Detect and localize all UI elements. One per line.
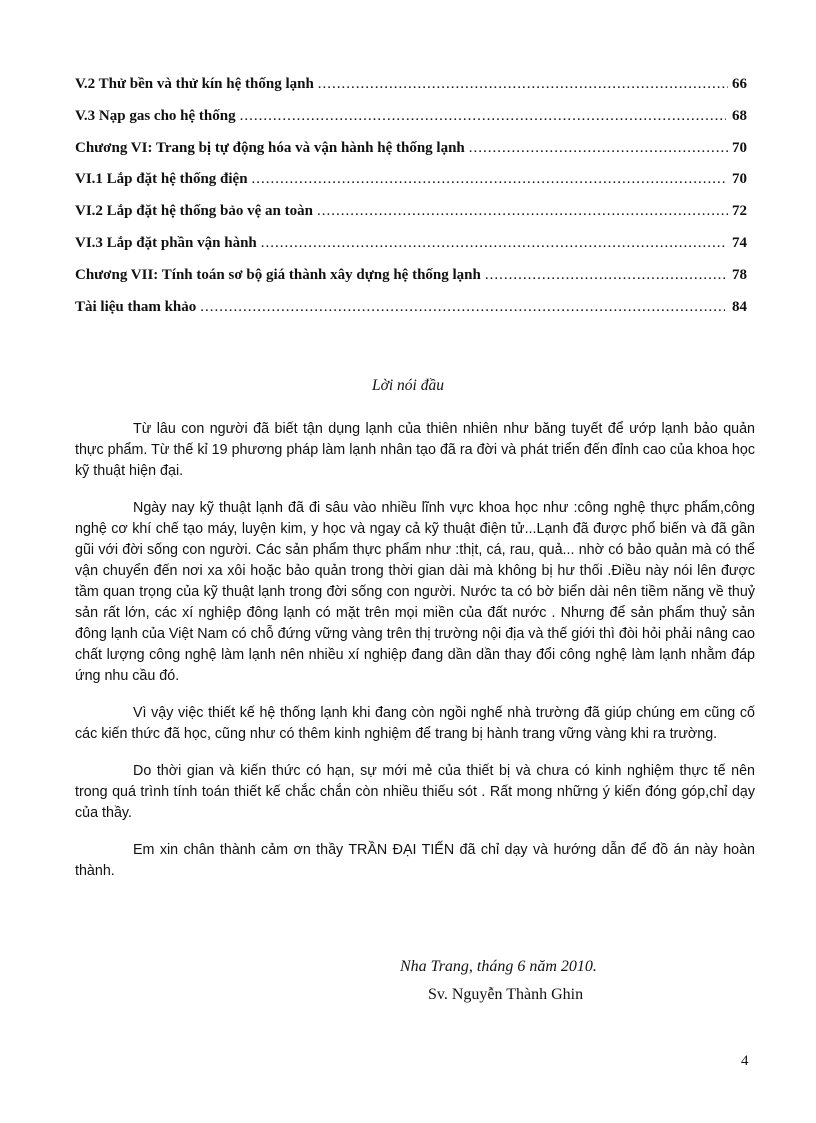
toc-leader-dots bbox=[317, 203, 728, 220]
toc-entry-label: VI.2 Lắp đặt hệ thống bảo vệ an toàn bbox=[75, 203, 313, 220]
toc-entry[interactable] bbox=[75, 235, 747, 267]
toc-leader-dots bbox=[485, 267, 728, 284]
toc-entry[interactable] bbox=[75, 171, 747, 203]
preface-title: Lời nói đầu bbox=[371, 377, 444, 394]
toc-entry[interactable] bbox=[75, 203, 747, 235]
table-of-contents bbox=[75, 76, 747, 330]
page-number: 4 bbox=[741, 1053, 749, 1069]
toc-leader-dots bbox=[240, 108, 726, 125]
toc-entry[interactable] bbox=[75, 140, 747, 172]
toc-entry-label: Tài liệu tham khảo bbox=[75, 298, 197, 315]
toc-leader-dots bbox=[261, 235, 727, 252]
toc-entry-page: 72 bbox=[732, 203, 747, 220]
toc-entry-label: V.2 Thử bền và thử kín hệ thống lạnh bbox=[75, 76, 314, 92]
preface-paragraph: Vì vậy việc thiết kế hệ thống lạnh khi đang còn ngồi nghế nhà trường đã giúp chúng em cũng cố các kiến thức đã học, cũng như có thêm kinh nghiệm để trang bị hành trang vững vàng khi ra trường. bbox=[75, 705, 755, 742]
preface-paragraph: Do thời gian và kiến thức có hạn, sự mới mẻ của thiết bị và chưa có kinh nghiệm thực tế nên trong quá trình tính toán thiết kế chắc chắn còn nhiều thiếu sót . Rất mong những ý kiến đóng góp,chỉ dạy của thầy. bbox=[75, 763, 755, 821]
toc-leader-dots bbox=[200, 299, 724, 316]
toc-entry-page: 68 bbox=[732, 107, 747, 124]
toc-leader-dots bbox=[469, 140, 728, 157]
preface-paragraph: Từ lâu con người đã biết tận dụng lạnh của thiên nhiên như băng tuyết để ướp lạnh bảo quản thực phẩm. Từ thế kỉ 19 phương pháp làm lạnh nhân tạo đã ra đời và phát triển đến đỉnh cao của khoa học kỹ thuật hiện đại. bbox=[75, 421, 755, 479]
signature-place-date: Nha Trang, tháng 6 năm 2010. bbox=[400, 958, 597, 975]
toc-entry-page: 84 bbox=[732, 298, 747, 315]
signature-author: Sv. Nguyễn Thành Ghin bbox=[428, 986, 584, 1003]
preface-body bbox=[75, 419, 755, 898]
toc-entry-label: VI.1 Lắp đặt hệ thống điện bbox=[75, 171, 248, 188]
toc-entry-label: VI.3 Lắp đặt phần vận hành bbox=[75, 234, 257, 251]
toc-leader-dots bbox=[318, 76, 728, 93]
toc-entry-page: 70 bbox=[732, 139, 747, 156]
toc-entry-page: 74 bbox=[732, 234, 747, 251]
toc-entry-label: Chương VI: Trang bị tự động hóa và vận hành hệ thống lạnh bbox=[75, 139, 465, 156]
toc-leader-dots bbox=[252, 171, 727, 188]
toc-entry[interactable] bbox=[75, 267, 747, 299]
preface-paragraph: Ngày nay kỹ thuật lạnh đã đi sâu vào nhiều lĩnh vực khoa học như :công nghệ thực phẩm,công nghệ cơ khí chế tạo máy, luyện kim, y học và ngay cả kỹ thuật điện tử...Lạnh đã được phổ biến và đã gần gũi với đời sống con người. Các sản phẩm thực phẩm như :thịt, cá, rau, quả... nhờ có bảo quản mà có thể vận chuyển đến nơi xa xôi hoặc bảo quản trong thời gian dài mà không bị hư thối .Điều này nói lên được tầm quan trọng của kỹ thuật lạnh trong đời sống con người. Nước ta có bờ biển dài nên tiềm năng về thuỷ sản rất lớn, các xí nghiệp đông lạnh có mặt trên mọi miền của đất nước . Nhưng để sản phẩm thuỷ sản đông lạnh của Việt Nam có chỗ đứng vững vàng trên thị trường nội địa và thế giới thì đòi hỏi phải nâng cao chất lượng công nghệ làm lạnh nên nhiều xí nghiệp đang dần dần thay đổi công nghệ làm lạnh nhằm đáp ứng nhu cầu đó. bbox=[75, 500, 755, 684]
toc-entry-page: 78 bbox=[732, 266, 747, 283]
toc-entry[interactable] bbox=[75, 299, 747, 331]
toc-entry-label: Chương VII: Tính toán sơ bộ giá thành xây dựng hệ thống lạnh bbox=[75, 266, 481, 283]
toc-entry[interactable] bbox=[75, 108, 747, 140]
preface-paragraph: Em xin chân thành cảm ơn thầy TRẦN ĐẠI TIẾN đã chỉ dạy và hướng dẫn để đồ án này hoàn thành. bbox=[75, 842, 755, 879]
toc-entry[interactable] bbox=[75, 76, 747, 108]
toc-entry-label: V.3 Nạp gas cho hệ thống bbox=[75, 107, 236, 124]
toc-entry-page: 70 bbox=[732, 171, 747, 188]
toc-entry-page: 66 bbox=[732, 76, 747, 92]
